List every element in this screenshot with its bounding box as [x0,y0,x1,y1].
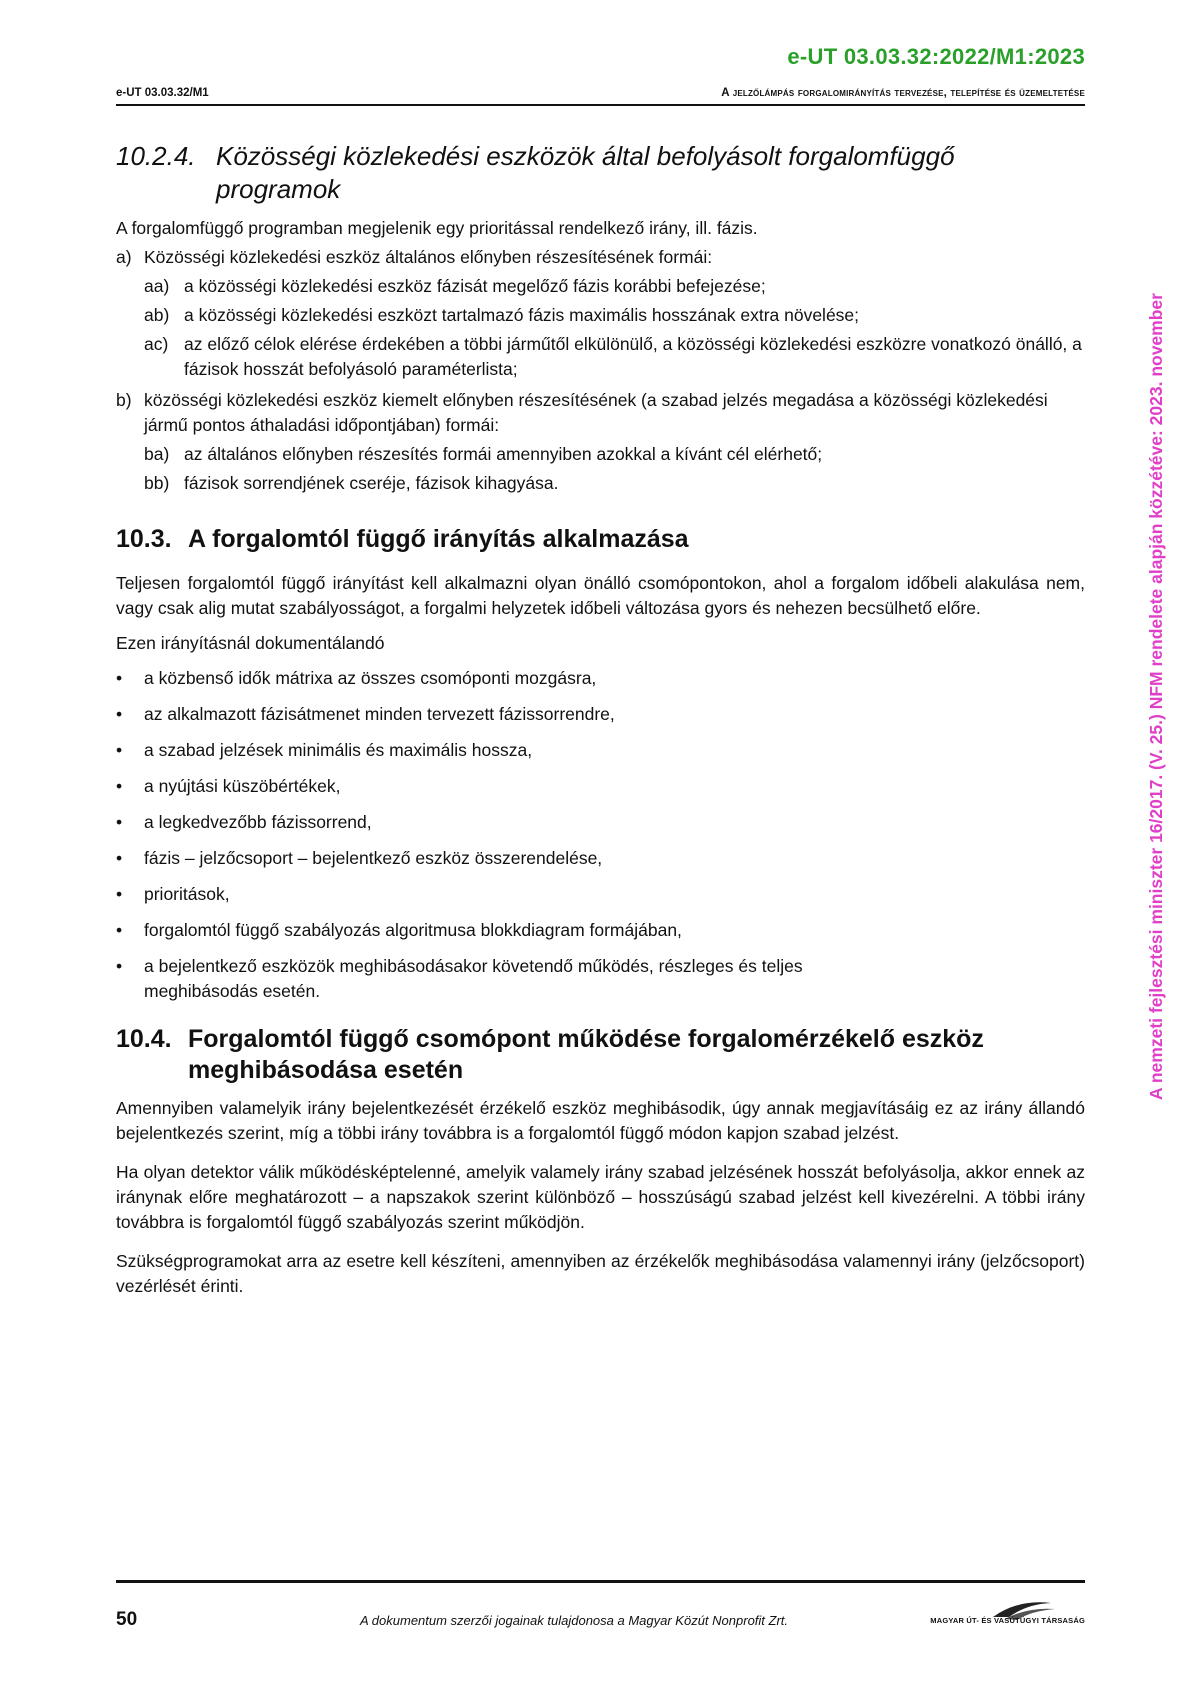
bullet-icon: • [116,776,123,796]
list-text: a közösségi közlekedési eszközt tartalmazó fázis maximális hosszának extra növelése; [184,305,860,325]
bullet-item [116,738,1085,763]
section-heading-10-3 [116,524,1085,555]
bullet-item [116,882,1085,907]
paragraph: Szükségprogramokat arra az esetre kell készíteni, amennyiben az érzékelők meghibásodása valamennyi irány (jelzőcsoport) vezérlését érinti. [116,1251,1085,1296]
publication-note: A nemzeti fejlesztési miniszter 16/2017. (V. 25.) NFM rendelete alapján közzétéve: 2023. november [1146,293,1166,1100]
bullet-item [116,702,1085,727]
list-text: közösségi közlekedési eszköz kiemelt előnyben részesítésének (a szabad jelzés megadása a közösségi közlekedési jármű pontos áthaladási időpontjában) formái: [144,390,1048,435]
copyright-notice: A dokumentum szerzői jogainak tulajdonosa a Magyar Közút Nonprofit Zrt. [360,1613,789,1628]
bullet-item [116,666,1085,691]
list-item-aa [116,274,1085,299]
list-item-bb [116,471,1085,496]
list-label: ac) [144,334,169,354]
page-content [116,140,1085,1299]
bullet-text: fázis – jelzőcsoport – bejelentkező eszköz összerendelése, [144,848,603,868]
page-footer [116,1580,1085,1643]
list-label: ab) [144,305,170,325]
bullet-icon: • [116,884,123,904]
section-heading-10-2-4 [116,140,1085,206]
list-item-a [116,245,1085,270]
bullet-text: a nyújtási küszöbértékek, [144,776,341,796]
list-item-b [116,388,1085,438]
page-number: 50 [116,1609,138,1630]
bullet-item [116,810,1085,835]
bullet-list [116,666,1085,1004]
bullet-item [116,774,1085,799]
header-left: e-UT 03.03.32/M1 [116,87,209,99]
paragraph: Amennyiben valamelyik irány bejelentkezését érzékelő eszköz meghibásodik, úgy annak megjavításáig ez az irány állandó bejelentkezés szerint, míg a többi irány továbbra is a forgalomtól függő módon kapjon szabad jelzést. [116,1098,1085,1143]
bullet-icon: • [116,956,123,976]
bullet-text: az alkalmazott fázisátmenet minden tervezett fázissorrendre, [144,704,615,724]
header-right: A jelzőlámpás forgalomirányítás tervezése, telepítése és üzemeltetése [721,87,1085,99]
bullet-icon: • [116,848,123,868]
section-number: 10.4. [116,1025,172,1053]
list-text: Közösségi közlekedési eszköz általános előnyben részesítésének formái: [144,247,713,267]
section-number: 10.2.4. [116,141,196,171]
bullet-text: a bejelentkező eszközök meghibásodásakor követendő működés, részleges és teljes meghibásodás esetén. [144,956,803,1001]
bullet-text: prioritások, [144,884,230,904]
paragraph: Ezen irányításnál dokumentálandó [116,633,385,653]
bullet-text: a legkedvezőbb fázissorrend, [144,812,372,832]
document-code: e-UT 03.03.32:2022/M1:2023 [787,44,1085,69]
section-number: 10.3. [116,525,172,553]
list-item-ba [116,442,1085,467]
list-text: az általános előnyben részesítés formái amennyiben azokkal a kívánt cél elérhető; [184,444,823,464]
bullet-icon: • [116,704,123,724]
section-title: Közösségi közlekedési eszközök által befolyásolt forgalomfüggő programok [216,141,955,204]
paragraph: A forgalomfüggő programban megjelenik egy prioritással rendelkező irány, ill. fázis. [116,218,758,238]
bullet-text: a közbenső idők mátrixa az összes csomóponti mozgásra, [144,668,597,688]
bullet-icon: • [116,812,123,832]
list-text: a közösségi közlekedési eszköz fázisát megelőző fázis korábbi befejezése; [184,276,766,296]
page-header [116,86,1085,106]
list-text: fázisok sorrendjének cseréje, fázisok kihagyása. [184,473,559,493]
bullet-text: a szabad jelzések minimális és maximális hossza, [144,740,533,760]
list-text: az előző célok elérése érdekében a többi járműtől elkülönülő, a közösségi közlekedési eszközre vonatkozó önálló, a fázisok hosszát befolyásoló paraméterlista; [184,334,1082,379]
list-label: a) [116,247,132,267]
paragraph: Teljesen forgalomtól függő irányítást kell alkalmazni olyan önálló csomópontokon, ahol a forgalom időbeli alakulása nem, vagy csak alig mutat szabályosságot, a forgalmi helyzetek időbeli változása gyors és nehezen becsülhető előre. [116,573,1085,618]
bullet-icon: • [116,920,123,940]
list-item-ac [116,332,1085,382]
bullet-icon: • [116,740,123,760]
bullet-item [116,846,1085,871]
list-item-ab [116,303,1085,328]
list-label: aa) [144,276,170,296]
list-label: bb) [144,473,170,493]
list-label: ba) [144,444,170,464]
paragraph: Ha olyan detektor válik működésképtelenné, amelyik valamely irány szabad jelzésének hosszát befolyásolja, akkor ennek az iránynak előre meghatározott – a napszakok szerint különböző – hosszúságú szabad jelzést kell kivezérelni. A többi irány továbbra is forgalomtól függő szabályozás szerint működjön. [116,1162,1085,1232]
section-heading-10-4 [116,1024,1085,1086]
section-title: Forgalomtól függő csomópont működése forgalomérzékelő eszköz meghibásodása esetén [188,1025,984,1084]
bullet-icon: • [116,668,123,688]
list-label: b) [116,390,132,410]
company-logo-icon [923,1595,1085,1635]
section-title: A forgalomtól függő irányítás alkalmazása [188,525,689,553]
logo-text: MAGYAR ÚT- ÉS VASÚTÜGYI TÁRSASÁG [930,1616,1085,1625]
bullet-item [116,954,1085,1004]
bullet-text: forgalomtól függő szabályozás algoritmusa blokkdiagram formájában, [144,920,682,940]
bullet-item [116,918,1085,943]
